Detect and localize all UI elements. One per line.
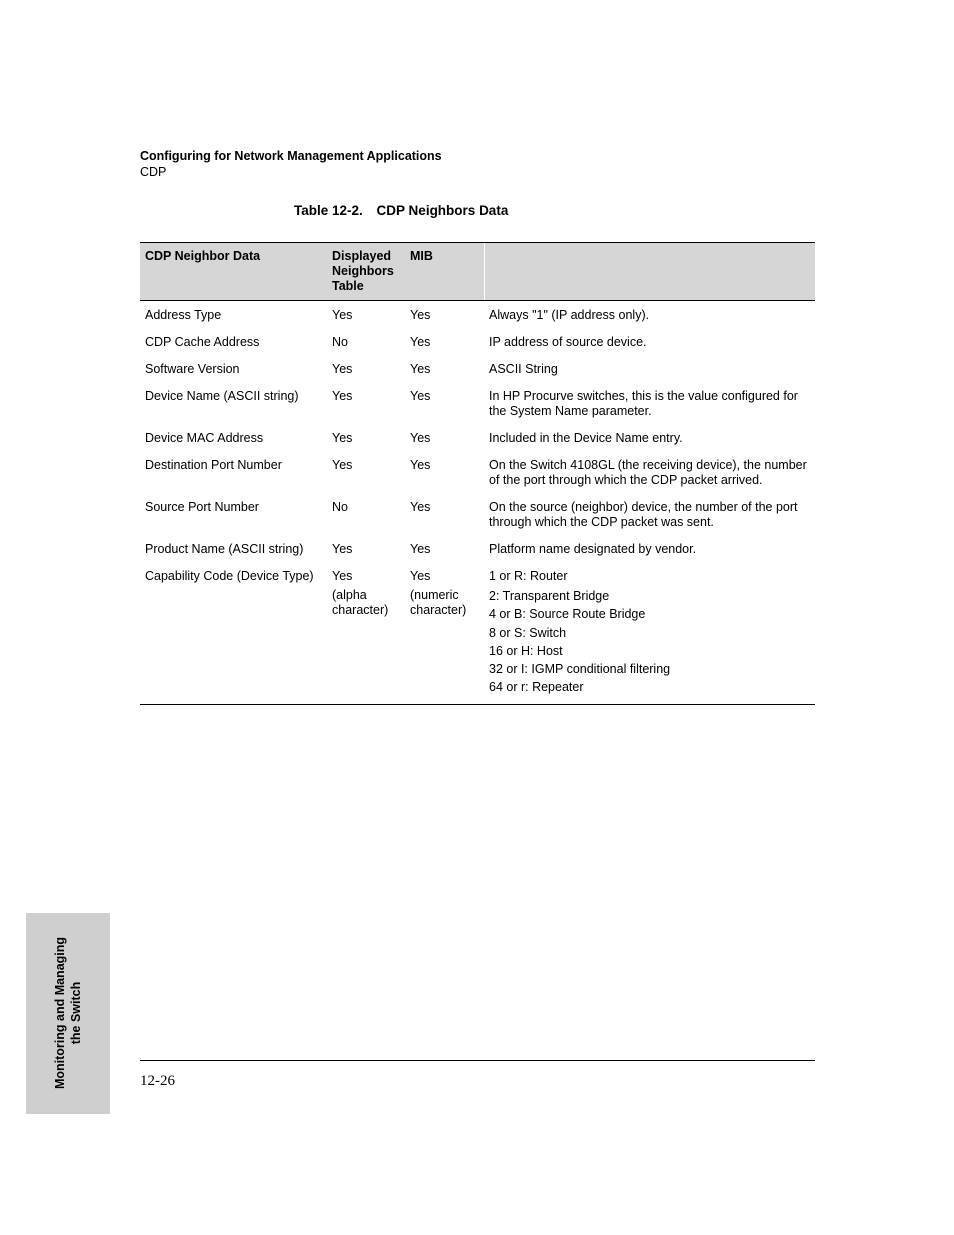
capability-code-item: 8 or S: Switch <box>489 625 567 640</box>
running-head <box>140 148 442 180</box>
table-header-row <box>140 243 815 301</box>
mib-value: Yes <box>410 569 431 583</box>
cell-data: Capability Code (Device Type) <box>140 563 327 704</box>
cell-mib: Yes <box>410 542 431 556</box>
header-description <box>484 243 815 301</box>
cell-mib: Yes <box>410 308 431 322</box>
cdp-neighbors-table <box>140 242 815 705</box>
displayed-value: Yes <box>332 569 353 583</box>
cell-mib: Yes <box>410 500 431 514</box>
displayed-note: (alpha character) <box>332 588 389 617</box>
header-displayed-neighbors-table: Displayed Neighbors Table <box>327 243 405 301</box>
capability-code-item: 4 or B: Source Route Bridge <box>489 607 646 622</box>
cell-data: Software Version <box>145 362 240 376</box>
cell-description: Platform name designated by vendor. <box>489 542 697 556</box>
cell-displayed: Yes <box>332 308 353 322</box>
section-title: CDP <box>140 165 167 179</box>
table-row <box>140 329 815 356</box>
cell-data: Destination Port Number <box>145 458 282 472</box>
cell-mib: Yes <box>410 389 431 403</box>
table-row <box>140 356 815 383</box>
cell-mib: Yes <box>410 335 431 349</box>
capability-code-item: 2: Transparent Bridge <box>489 589 610 603</box>
cell-data: Address Type <box>145 308 222 322</box>
cell-displayed: Yes <box>332 431 353 445</box>
capability-code-item: 16 or H: Host <box>489 643 563 658</box>
table-row <box>140 494 815 536</box>
cell-data: Device Name (ASCII string) <box>145 389 299 403</box>
table-row <box>140 383 815 425</box>
cell-data: Product Name (ASCII string) <box>145 542 304 556</box>
cell-data: Device MAC Address <box>145 431 264 445</box>
cell-displayed: Yes <box>332 389 353 403</box>
cell-mib <box>405 563 484 704</box>
cell-displayed <box>327 563 405 704</box>
table-row-capability-code <box>140 563 815 704</box>
side-tab-label <box>52 937 84 1089</box>
cell-description: ASCII String <box>489 362 558 376</box>
footer-rule <box>140 1060 815 1061</box>
page-number: 12-26 <box>140 1073 175 1089</box>
cell-description: On the source (neighbor) device, the number of the port through which the CDP packet was sent. <box>489 500 798 529</box>
cell-displayed: Yes <box>332 542 353 556</box>
cell-description: In HP Procurve switches, this is the value configured for the System Name parameter. <box>489 389 798 418</box>
cell-mib: Yes <box>410 431 431 445</box>
capability-code-item: 32 or I: IGMP conditional filtering <box>489 662 671 677</box>
cell-description: On the Switch 4108GL (the receiving device), the number of the port through which the CDP packet arrived. <box>489 458 807 487</box>
side-tab-line-2: the Switch <box>69 981 83 1045</box>
capability-code-item: 64 or r: Repeater <box>489 680 584 695</box>
table-caption <box>294 203 508 218</box>
header-cdp-neighbor-data: CDP Neighbor Data <box>140 243 327 301</box>
cell-displayed: No <box>332 500 348 514</box>
cell-data: Source Port Number <box>145 500 259 514</box>
cell-data: CDP Cache Address <box>145 335 260 349</box>
cell-mib: Yes <box>410 362 431 376</box>
mib-note: (numeric character) <box>410 588 467 617</box>
cell-description: Always "1" (IP address only). <box>489 308 650 322</box>
table-title: CDP Neighbors Data <box>376 203 509 218</box>
cell-displayed: Yes <box>332 458 353 472</box>
side-tab-line-1: Monitoring and Managing <box>53 936 67 1090</box>
chapter-title: Configuring for Network Management Applications <box>140 149 442 163</box>
cell-displayed: No <box>332 335 348 349</box>
cell-capability-codes <box>484 563 815 704</box>
cell-displayed: Yes <box>332 362 353 376</box>
table-row <box>140 425 815 452</box>
table-row <box>140 301 815 330</box>
cell-description: Included in the Device Name entry. <box>489 431 683 445</box>
cell-mib: Yes <box>410 458 431 472</box>
table-number: Table 12-2. <box>294 203 363 218</box>
cell-description: IP address of source device. <box>489 335 647 349</box>
table-row <box>140 536 815 563</box>
header-mib: MIB <box>405 243 484 301</box>
table-row <box>140 452 815 494</box>
capability-code-item: 1 or R: Router <box>489 569 568 583</box>
chapter-side-tab <box>26 913 110 1114</box>
